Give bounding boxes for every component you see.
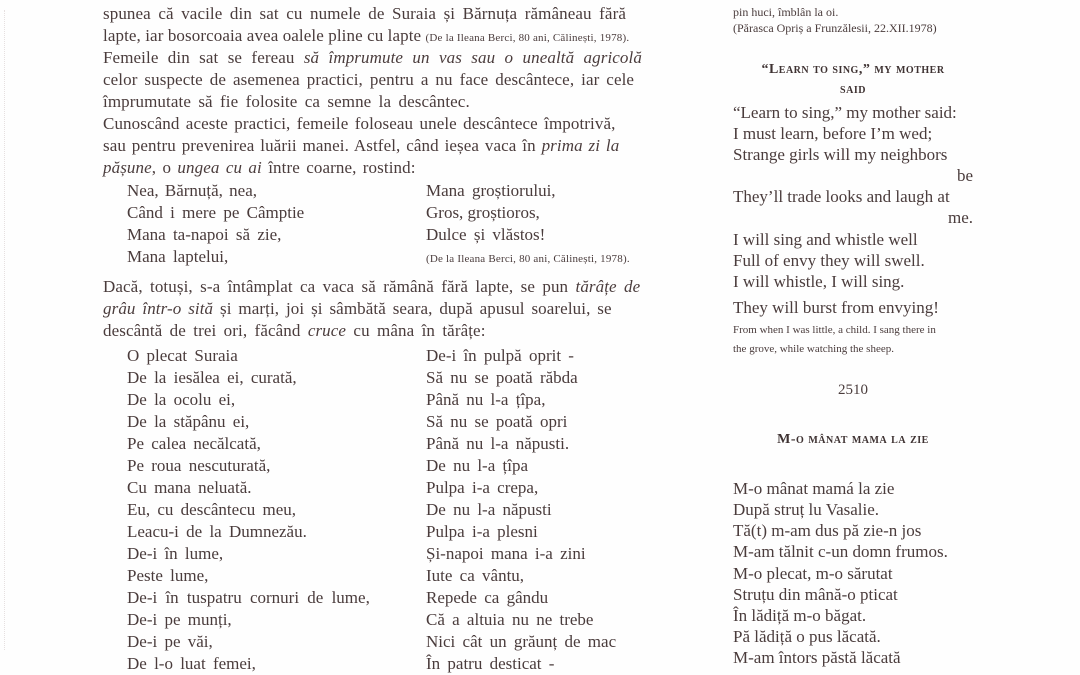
verse-line: Peste lume, (127, 566, 209, 585)
verse-line: Mana ta-napoi să zie, (127, 225, 282, 244)
verse-line: Nici cât un grăunț de mac (426, 632, 617, 651)
verse-line: I must learn, before I’m wed; (733, 124, 933, 143)
paragraph-line (103, 320, 486, 342)
verse-line: M-o plecat, m-o sărutat (733, 564, 893, 583)
verse-line: Eu, cu descântecu meu, (127, 500, 297, 519)
paragraph-line (103, 69, 634, 91)
verse-line: Și-napoi mana i-a zini (426, 544, 586, 563)
verse-line: I will whistle, I will sing. (733, 272, 905, 291)
verse-line: De la iesălea ei, curată, (127, 368, 297, 387)
verse-line: De nu l-a țîpa (426, 456, 528, 475)
verse-line: Mana groștiorului, (426, 181, 556, 200)
verse-line: De l-o luat femei, (127, 654, 256, 673)
paragraph-line (103, 91, 470, 113)
verse-line: De-i pe văi, (127, 632, 213, 651)
margin-scan-artifact (4, 10, 7, 650)
verse-line: De nu l-a năpusti (426, 500, 552, 519)
emphasis-text: cruce (307, 321, 347, 340)
verse-line: They’ll trade looks and laugh at (733, 187, 950, 206)
text-line: pin huci, îmblân la oi. (733, 5, 839, 19)
verse-line: Când i mere pe Câmptie (127, 203, 305, 222)
emphasis-text: pășune (103, 158, 152, 177)
verse-line: Repede ca gându (426, 588, 549, 607)
verse-line: Nea, Bărnuță, nea, (127, 181, 258, 200)
verse-line: O plecat Suraia (127, 346, 238, 365)
verse-line: Să nu se poată opri (426, 412, 568, 431)
verse-line: Full of envy they will swell. (733, 251, 925, 270)
song-title: said (840, 82, 866, 97)
paragraph-line (103, 157, 416, 179)
emphasis-text: tărâțe de (575, 277, 641, 296)
text-span: cu mâna în tărâțe: (346, 321, 486, 340)
verse-line: Pulpa i-a plesni (426, 522, 538, 541)
paragraph-line (103, 276, 640, 298)
paragraph-line (103, 113, 615, 135)
text-span: celor suspecte de asemenea practici, pentru a nu face descântece, iar cele (103, 70, 635, 89)
paragraph-line (103, 298, 612, 320)
verse-line: Dulce și vlăstos! (426, 225, 546, 244)
verse-line: Iute ca vântu, (426, 566, 525, 585)
verse-line: De-i pe munți, (127, 610, 232, 629)
song-title: “Learn to sing,” my mother (761, 62, 945, 77)
verse-line: Mana laptelui, (127, 247, 229, 266)
verse-line: De-i în pulpă oprit - (426, 346, 574, 365)
text-span: Cunoscând aceste practici, femeile foloseau unele descântece împotrivă, (103, 114, 616, 133)
text-span: împrumutate să fie folosite ca semne la descântec. (103, 92, 470, 111)
paragraph-line (103, 135, 619, 157)
citation: (De la Ileana Berci, 80 ani, Călinești, 1978). (426, 253, 630, 265)
verse-line: M-o mânat mamá la zie (733, 479, 895, 498)
song-title: M-o mânat mama la zie (777, 432, 929, 447)
verse-line: De-i în tuspatru cornuri de lume, (127, 588, 370, 607)
paragraph-line (103, 25, 629, 49)
verse-line: De la ocolu ei, (127, 390, 236, 409)
verse-line: Pulpa i-a crepa, (426, 478, 539, 497)
text-line: spunea că vacile din sat cu numele de Suraia și Bărnuța rămâneau fără (103, 4, 626, 23)
emphasis-text: să împrumute un vas sau o unealtă agricolă (303, 48, 642, 67)
verse-line: Struțu din mână-o pticat (733, 585, 898, 604)
verse-line: În patru desticat - (426, 654, 555, 673)
verse-line: Să nu se poată răbda (426, 368, 578, 387)
verse-line: În lădiță m-o băgat. (733, 606, 867, 625)
verse-line: M-am tălnit c-un domn frumos. (733, 542, 948, 561)
verse-line: I will sing and whistle well (733, 230, 918, 249)
text-span: între coarne, rostind: (261, 158, 416, 177)
verse-line: Leacu-i de la Dumnezău. (127, 522, 307, 541)
text-span: sau pentru prevenirea luării manei. Astfel, când ieșea vaca în (103, 136, 542, 155)
verse-line: Cu mana neluată. (127, 478, 252, 497)
verse-line: Pă lădiță o pus lăcată. (733, 627, 881, 646)
verse-line: me. (947, 208, 973, 227)
verse-line: Pe roua nescuturată, (127, 456, 271, 475)
verse-line: Tă(t) m-am dus pă zie-n jos (733, 521, 922, 540)
emphasis-text: grâu într-o sită (103, 299, 214, 318)
verse-line: Strange girls will my neighbors (733, 145, 948, 164)
verse-line: They will burst from envying! (733, 298, 939, 317)
verse-line: “Learn to sing,” my mother said: (733, 103, 957, 122)
translation-note: From when I was little, a child. I sang there in (733, 324, 936, 336)
verse-line: De la stăpânu ei, (127, 412, 250, 431)
verse-line: Până nu l-a țîpa, (426, 390, 546, 409)
text-span: Dacă, totuși, s-a întâmplat ca vaca să rămână fără lapte, se pun (103, 277, 576, 296)
song-number: 2510 (838, 382, 868, 398)
verse-line: De-i în lume, (127, 544, 224, 563)
verse-line: Că a altuia nu ne trebe (426, 610, 594, 629)
text-span: și marți, joi și sâmbătă seara, după apusul soarelui, se (213, 299, 612, 318)
verse-line: be (956, 166, 973, 185)
verse-line: Pe calea necălcată, (127, 434, 261, 453)
emphasis-text: ungea cu ai (177, 158, 262, 177)
verse-line: Gros, groștioros, (426, 203, 540, 222)
paragraph-line (103, 47, 642, 69)
citation: (De la Ileana Berci, 80 ani, Călinești, 1978). (425, 32, 630, 44)
translation-note: the grove, while watching the sheep. (733, 343, 894, 355)
text-span: , o (151, 158, 178, 177)
text-span: Femeile din sat se fereau (103, 48, 304, 67)
text-span: descântă de trei ori, făcând (103, 321, 308, 340)
paragraph-line (103, 3, 705, 25)
emphasis-text: prima zi la (541, 136, 620, 155)
verse-line: După struț lu Vasalie. (733, 500, 880, 519)
citation: (Părasca Opriș a Frunzălesii, 22.XII.1978) (733, 21, 937, 35)
verse-line: M-am întors păstă lăcată (733, 648, 901, 667)
text-span: lapte, iar bosorcoaia avea oalele pline cu lapte (103, 26, 426, 45)
verse-line: Până nu l-a năpusti. (426, 434, 570, 453)
